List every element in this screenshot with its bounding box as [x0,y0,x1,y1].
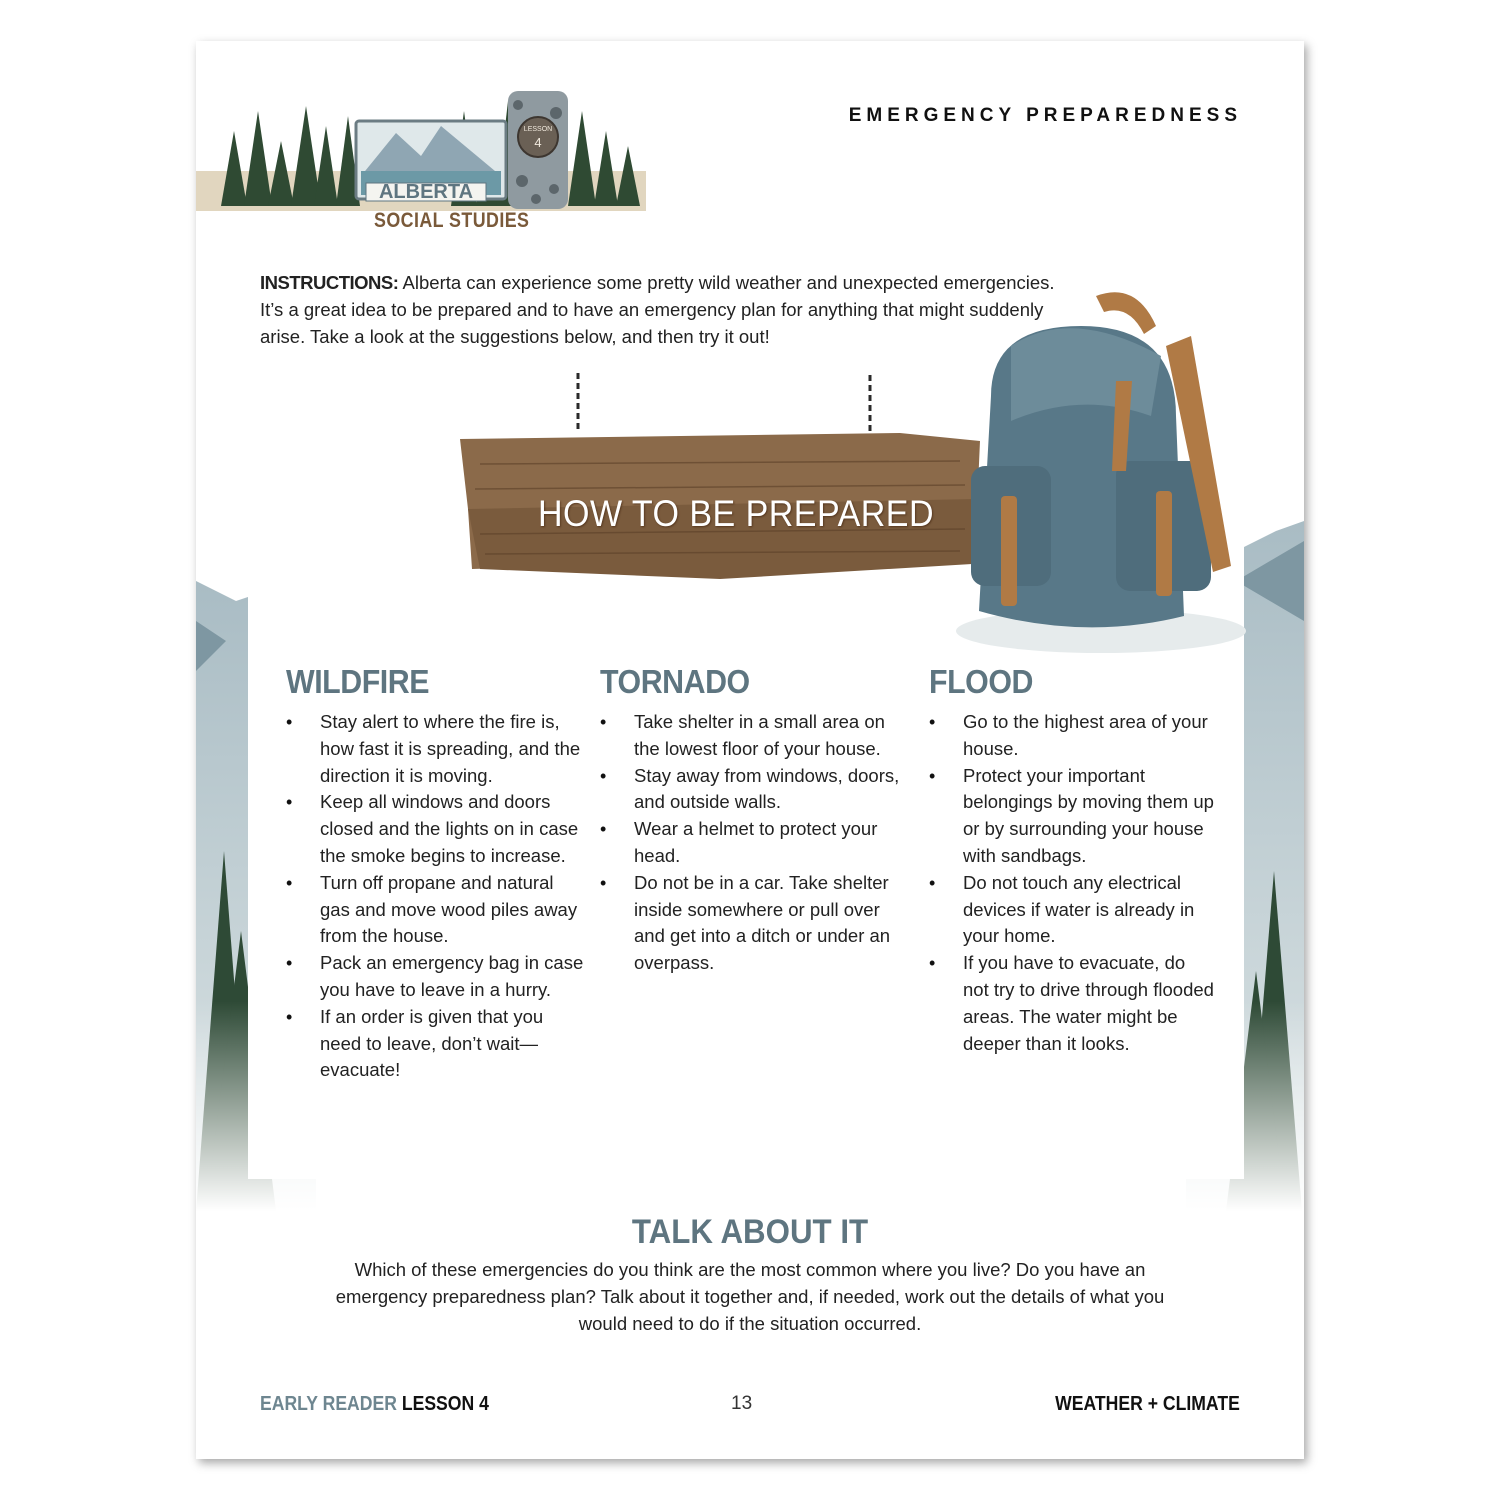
logo-word: ALBERTA [378,181,474,203]
lesson-badge-number: 4 [534,135,542,150]
sign-heading: HOW TO BE PREPARED [537,493,935,534]
list-item: • Take shelter in a small area on the lowest floor of your house. [600,709,905,763]
list-item: • Do not be in a car. Take shelter inside somewhere or pull over and get into a ditch or under an overpass. [600,870,905,977]
footer-topic: WEATHER + CLIMATE [1055,1393,1240,1415]
page-title: EMERGENCY PREPAREDNESS [848,105,1242,126]
flood-section [929,663,1214,1057]
talk-text: Which of these emergencies do you think are the most common where you live? Do you have an emergency preparedness plan? Talk about it together and, if needed, work out the details of what you would need to do if the situation occurred. [335,1259,1165,1334]
wildfire-section [286,663,586,1084]
talk-section [196,1213,1304,1337]
wooden-sign [460,369,980,609]
worksheet-page [196,41,1304,1459]
footer-lesson-label [260,1393,489,1416]
list-item: • If you have to evacuate, do not try to drive through flooded areas. The water might be deeper than it looks. [929,950,1214,1057]
list-item: • Do not touch any electrical devices if water is already in your home. [929,870,1214,950]
flood-heading: FLOOD [929,663,1033,700]
list-item: • Stay alert to where the fire is, how fast it is spreading, and the direction it is moving. [286,709,586,789]
tornado-section [600,663,905,977]
list-item: • Turn off propane and natural gas and move wood piles away from the house. [286,870,586,950]
page-number: 13 [731,1393,753,1414]
list-item: • Stay away from windows, doors, and outside walls. [600,763,905,817]
list-item: • Protect your important belongings by moving them up or by surrounding your house with sandbags. [929,763,1214,870]
list-item: • Wear a helmet to protect your head. [600,816,905,870]
backpack-illustration [951,286,1261,666]
instructions [260,269,1070,350]
list-item: • Keep all windows and doors closed and the lights on in case the smoke begins to increase. [286,789,586,869]
lesson-badge-label: LESSON [523,126,553,133]
list-item: • If an order is given that you need to leave, don’t wait—evacuate! [286,1004,586,1084]
instructions-text: Alberta can experience some pretty wild weather and unexpected emergencies. It’s a great idea to be prepared and to have an emergency plan for anything that might suddenly arise. Take a look at the suggestions below, and then try it out! [260,272,1055,347]
subtitle-social-studies: SOCIAL STUDIES [374,209,530,232]
tornado-list [600,709,905,977]
list-item: • Go to the highest area of your house. [929,709,1214,763]
wildfire-list [286,709,586,1084]
talk-heading: TALK ABOUT IT [631,1213,869,1251]
instructions-label: INSTRUCTIONS: [260,272,399,293]
tornado-heading: TORNADO [600,663,750,700]
footer-lesson: LESSON 4 [396,1393,489,1415]
list-item: • Pack an emergency bag in case you have to leave in a hurry. [286,950,586,1004]
wildfire-heading: WILDFIRE [286,663,430,700]
flood-list [929,709,1214,1057]
footer-level: EARLY READER [260,1393,397,1415]
